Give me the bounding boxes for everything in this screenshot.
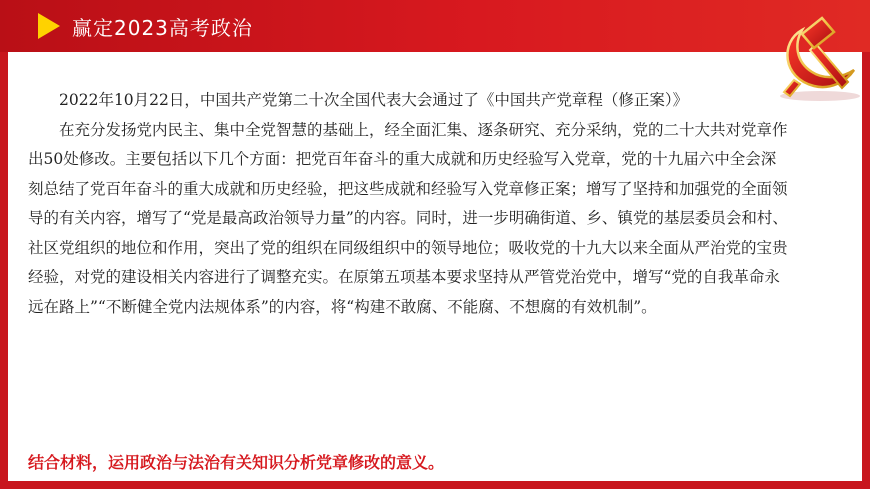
header-title: 赢定2023高考政治 — [72, 16, 253, 40]
play-triangle-icon — [38, 13, 60, 39]
paragraph-2: 在充分发扬党内民主、集中全党智慧的基础上，经全面汇集、逐条研究、充分采纳，党的二十大共对党章作出50处修改。主要包括以下几个方面：把党百年奋斗的重大成就和历史经验写入党章，党的十九届六中全会深刻总结了党百年奋斗的重大成就和历史经验，把这些成就和经验写入党章修正案；增写了坚持和加强党的全面领导的有关内容，增写了“党是最高政治领导力量”的内容。同时，进一步明确街道、乡、镇党的基层委员会和村、社区党组织的地位和作用，突出了党的组织在同级组织中的领导地位；吸收党的十九大以来全面从严治党的宝贵经验，对党的建设相关内容进行了调整充实。在原第五项基本要求坚持从严管党治党中，增写“党的自我革命永远在路上”“不断健全党内法规体系”的内容，将“构建不敢腐、不能腐、不想腐的有效机制”。 — [28, 120, 788, 316]
material-text — [28, 86, 790, 322]
question-prompt: 结合材料，运用政治与法治有关知识分析党章修改的意义。 — [28, 453, 445, 472]
header-bar — [0, 0, 870, 52]
paragraph-1: 2022年10月22日，中国共产党第二十次全国代表大会通过了《中国共产党章程（修正案）》 — [59, 91, 689, 109]
